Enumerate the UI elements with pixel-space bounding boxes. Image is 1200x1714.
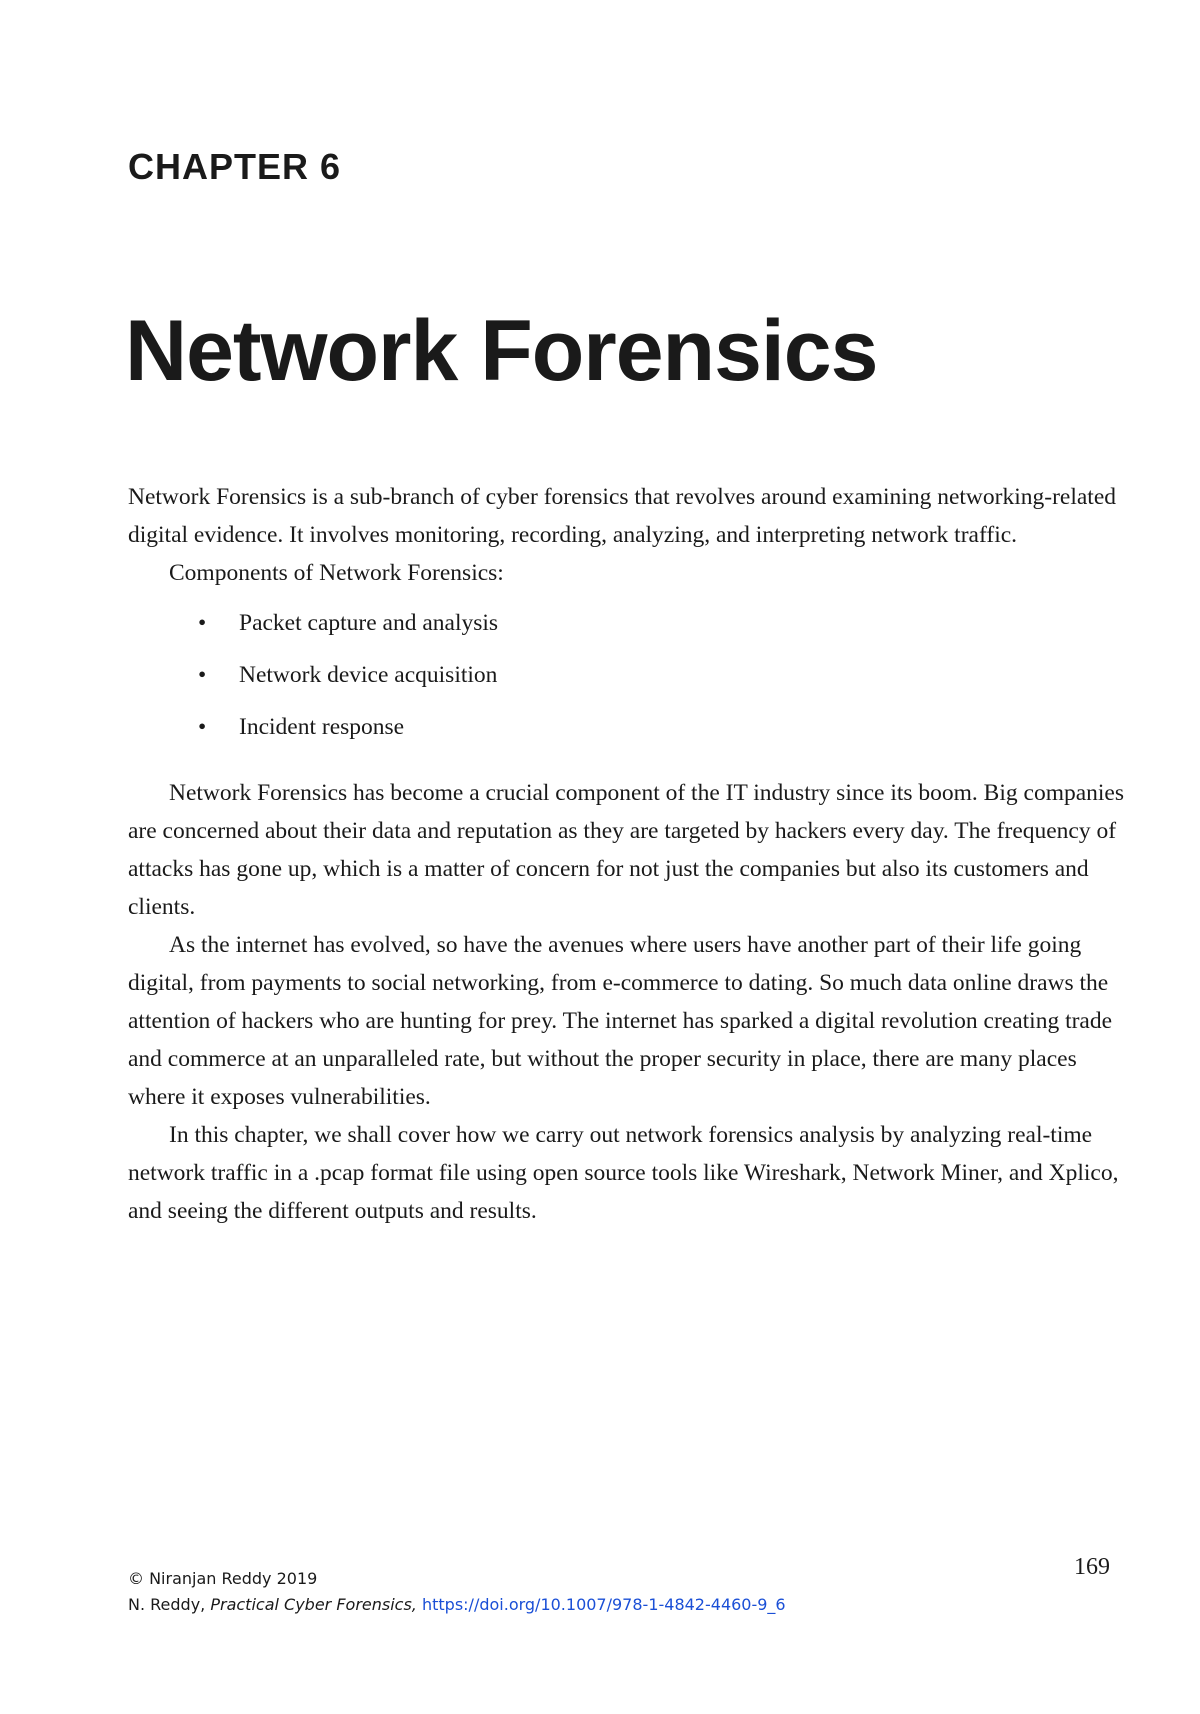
bullet-icon: •	[198, 714, 207, 740]
list-item	[128, 656, 1124, 708]
citation-line	[128, 1592, 786, 1618]
copyright-notice: © Niranjan Reddy 2019	[128, 1569, 318, 1588]
components-list	[128, 604, 1124, 760]
citation-book-title: Practical Cyber Forensics,	[210, 1595, 417, 1614]
body-paragraph: In this chapter, we shall cover how we carry out network forensics analysis by analyzing real-time network traffic in a .pcap format file using open source tools like Wireshark, Network Miner, and Xplico, and seeing the different outputs and results.	[128, 1122, 1119, 1224]
body-paragraph: Network Forensics has become a crucial component of the IT industry since its boom. Big companies are concerned about their data and reputation as they are targeted by hackers every day. The frequency of attacks has gone up, which is a matter of concern for not just the companies but also its customers and clients.	[128, 780, 1125, 920]
page-number: 169	[1074, 1554, 1110, 1580]
list-item	[128, 604, 1124, 656]
list-item	[128, 708, 1124, 760]
body-paragraph: As the internet has evolved, so have the avenues where users have another part of their life going digital, from payments to social networking, from e-commerce to dating. So much data online draws the attention of hackers who are hunting for prey. The internet has sparked a digital revolution creating trade and commerce at an unparalleled rate, but without the proper security in place, there are many places where it exposes vulnerabilities.	[128, 932, 1113, 1110]
list-item-label: Network device acquisition	[239, 662, 498, 688]
components-heading: Components of Network Forensics:	[169, 560, 504, 586]
list-item-label: Packet capture and analysis	[239, 610, 499, 636]
doi-link[interactable]: https://doi.org/10.1007/978-1-4842-4460-9_6	[421, 1595, 786, 1614]
citation-author: N. Reddy,	[128, 1595, 206, 1614]
bullet-icon: •	[198, 662, 207, 688]
chapter-title: Network Forensics	[125, 303, 878, 399]
chapter-label: CHAPTER 6	[128, 146, 342, 187]
chapter-body	[128, 478, 1124, 1230]
list-item-label: Incident response	[239, 714, 405, 740]
bullet-icon: •	[198, 610, 207, 636]
intro-paragraph: Network Forensics is a sub-branch of cyber forensics that revolves around examining networking-related digital evidence. It involves monitoring, recording, analyzing, and interpreting network traffic.	[128, 484, 1116, 548]
